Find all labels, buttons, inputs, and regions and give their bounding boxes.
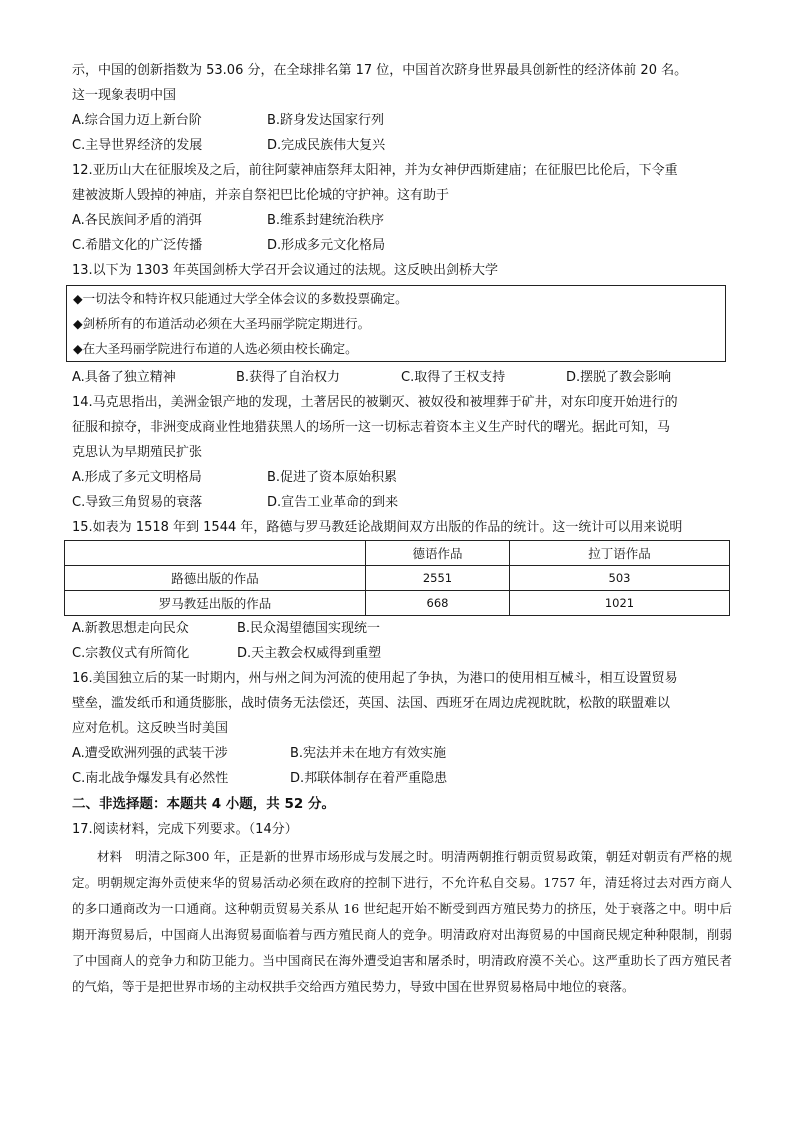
q16-options-row2: [72, 766, 732, 791]
q15-option-d: D.天主教会权威得到重塑: [237, 646, 382, 661]
q15-options-row1: [72, 616, 732, 641]
q16-stem-line3: 应对危机。这反映当时美国: [72, 721, 229, 736]
table-cell: 1021: [510, 591, 730, 616]
q15-options-row2: [72, 641, 732, 666]
q16-options-row1: [72, 741, 732, 766]
q15-option-b: B.民众渴望德国实现统一: [237, 621, 381, 636]
q15-stem: 15.如表为 1518 年到 1544 年，路德与罗马教廷论战期间双方出版的作品的统计。这一统计可以用来说明: [72, 520, 683, 535]
table-row: [65, 566, 730, 591]
q14-options-row1: [72, 465, 732, 490]
q12-stem-line2: 建被波斯人毁掉的神庙，并亲自祭祀巴比伦城的守护神。这有助于: [72, 188, 450, 203]
q13-option-c: C.取得了王权支持: [401, 370, 506, 385]
exam-page: [72, 58, 732, 1000]
q16-option-c: C.南北战争爆发具有必然性: [72, 771, 229, 786]
q12-option-a: A.各民族间矛盾的消弭: [72, 213, 202, 228]
q12-option-d: D.形成多元文化格局: [267, 238, 386, 253]
q14-option-a: A.形成了多元文明格局: [72, 470, 202, 485]
table-cell: 罗马教廷出版的作品: [65, 591, 366, 616]
q13-box-item: ◆一切法令和特许权只能通过大学全体会议的多数投票确定。: [73, 291, 408, 306]
q14-option-d: D.宣告工业革命的到来: [267, 495, 399, 510]
q11-option-d: D.完成民族伟大复兴: [267, 138, 386, 153]
q14-option-c: C.导致三角贸易的衰落: [72, 495, 203, 510]
q14-stem-line2: 征服和掠夺，非洲变成商业性地猎获黑人的场所一这一切标志着资本主义生产时代的曙光。据此可知，马: [72, 420, 671, 435]
q13-regulation-box: [66, 285, 726, 362]
q14-stem-line3: 克思认为早期殖民扩张: [72, 445, 203, 460]
q14-option-b: B.促进了资本原始积累: [267, 470, 398, 485]
q13-box-item: ◆在大圣玛丽学院进行布道的人选必须由校长确定。: [73, 341, 358, 356]
q15-option-c: C.宗教仪式有所简化: [72, 646, 190, 661]
q16-option-d: D.邦联体制存在着严重隐患: [290, 771, 448, 786]
q16-stem-line2: 壁垒，滥发纸币和通货膨胀，战时债务无法偿还，英国、法国、西班牙在周边虎视眈眈，松散的联盟难以: [72, 696, 671, 711]
table-cell: 503: [510, 566, 730, 591]
q15-option-a: A.新教思想走向民众: [72, 621, 189, 636]
q16-option-a: A.遭受欧洲列强的武装干涉: [72, 746, 228, 761]
q13-options: [72, 365, 732, 390]
q17-stem: 17.阅读材料，完成下列要求。（14分）: [72, 822, 298, 837]
q13-option-b: B.获得了自治权力: [236, 370, 341, 385]
q17-material: 材料 明清之际300 年，正是新的世界市场形成与发展之时。明清两朝推行朝贡贸易政策，朝廷对朝贡有严格的规定。明朝规定海外贡使来华的贸易活动必须在政府的控制下进行，不允许私自交易。1757 年，清廷将过去对西方商人的多口通商改为一口通商。这种朝贡贸易关系从 16 世纪起开始不断受到西方殖民势力的挤压，处于衰落之中。明中后期开海贸易后，中国商人出海贸易面临着与西方殖民商人的竞争。明清政府对出海贸易的中国商民规定种种限制，削弱了中国商人的竞争力和防卫能力。当中国商民在海外遭受迫害和屠杀时，明清政府漠不关心。这严重助长了西方殖民者的气焰，等于是把世界市场的主动权拱手交给西方殖民势力，导致中国在世界贸易格局中地位的衰落。: [72, 849, 732, 994]
q15-statistics-table: [64, 540, 730, 616]
table-header-row: [65, 541, 730, 566]
q11-options-row2: [72, 133, 732, 158]
table-row: [65, 591, 730, 616]
q13-stem: 13.以下为 1303 年英国剑桥大学召开会议通过的法规。这反映出剑桥大学: [72, 263, 499, 278]
q12-options-row1: [72, 208, 732, 233]
table-cell: 2551: [366, 566, 510, 591]
q11-stem-line2: 这一现象表明中国: [72, 88, 177, 103]
q12-stem-line1: 12.亚历山大在征服埃及之后，前往阿蒙神庙祭拜太阳神，并为女神伊西斯建庙；在征服巴比伦后，下令重: [72, 163, 678, 178]
q16-stem-line1: 16.美国独立后的某一时期内，州与州之间为河流的使用起了争执，为港口的使用相互械斗，相互设置贸易: [72, 671, 678, 686]
q11-option-c: C.主导世界经济的发展: [72, 138, 203, 153]
q12-option-c: C.希腊文化的广泛传播: [72, 238, 203, 253]
table-header-cell: [65, 541, 366, 566]
q11-option-a: A.综合国力迈上新台阶: [72, 113, 202, 128]
q11-stem-line1: 示，中国的创新指数为 53.06 分，在全球排名第 17 位，中国首次跻身世界最具创新性的经济体前 20 名。: [72, 63, 688, 78]
q16-option-b: B.宪法并未在地方有效实施: [290, 746, 447, 761]
q12-options-row2: [72, 233, 732, 258]
q13-box-item: ◆剑桥所有的布道活动必须在大圣玛丽学院定期进行。: [73, 316, 371, 331]
q13-option-a: A.具备了独立精神: [72, 370, 176, 385]
q14-options-row2: [72, 490, 732, 515]
q13-option-d: D.摆脱了教会影响: [566, 370, 672, 385]
table-header-cell: 拉丁语作品: [510, 541, 730, 566]
table-header-cell: 德语作品: [366, 541, 510, 566]
section-heading: 二、非选择题：本题共 4 小题，共 52 分。: [72, 796, 335, 812]
table-cell: 668: [366, 591, 510, 616]
q12-option-b: B.维系封建统治秩序: [267, 213, 385, 228]
q11-options-row1: [72, 108, 732, 133]
q11-option-b: B.跻身发达国家行列: [267, 113, 385, 128]
q14-stem-line1: 14.马克思指出，美洲金银产地的发现，土著居民的被剿灭、被奴役和被埋葬于矿井，对东印度开始进行的: [72, 395, 678, 410]
table-cell: 路德出版的作品: [65, 566, 366, 591]
